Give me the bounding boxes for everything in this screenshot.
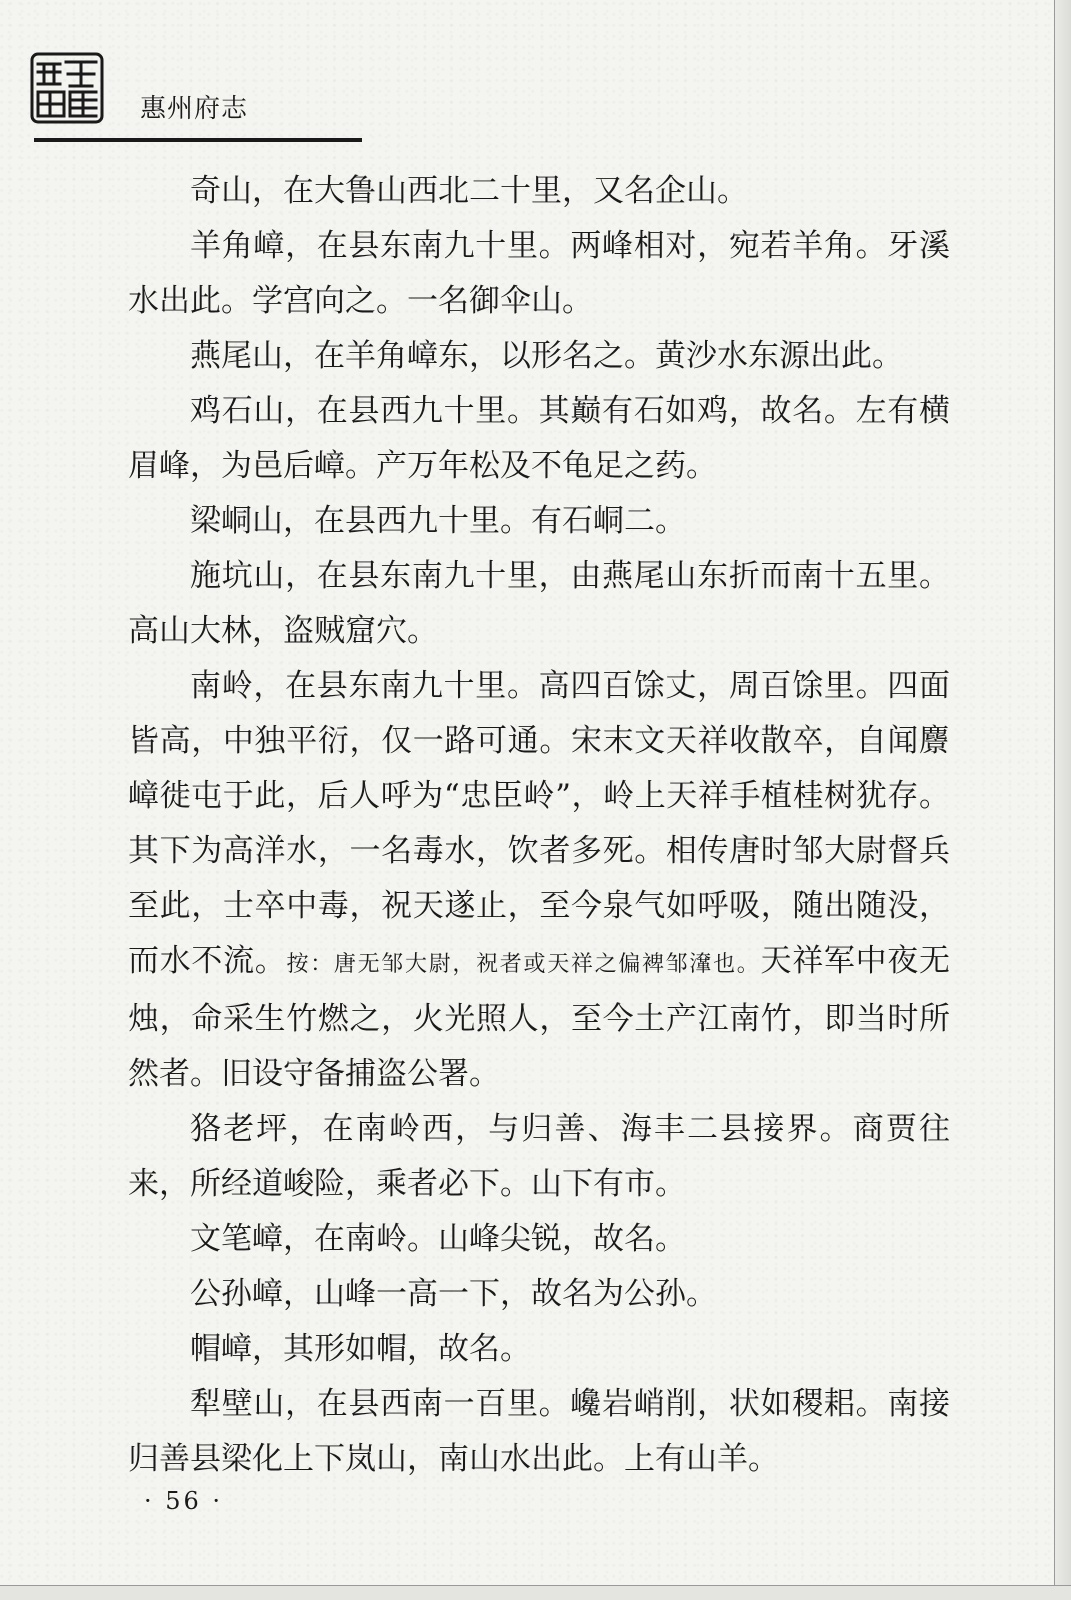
page-edge-bottom xyxy=(0,1585,1071,1600)
entry-paragraph: 梁峒山，在县西九十里。有石峒二。 xyxy=(190,503,686,539)
editorial-note: 按：唐无邹大尉，祝者或天祥之偏裨邹㵮也。 xyxy=(286,952,761,977)
running-header-title: 惠州府志 xyxy=(140,94,249,124)
entry-text: 天祥军中夜无烛，命采生竹燃之，火光照人，至今土产江南竹，即当时所然者。旧设守备捕盗公署。 xyxy=(128,943,950,1092)
entry-paragraph: 鸡石山，在县西九十里。其巅有石如鸡，故名。左有横眉峰，为邑后嶂。产万年松及不龟足之药。 xyxy=(128,393,950,484)
entry-paragraph: 羊角嶂，在县东南九十里。两峰相对，宛若羊角。牙溪水出此。学宫向之。一名御伞山。 xyxy=(128,228,950,319)
entry-paragraph: 狢老坪，在南岭西，与归善、海丰二县接界。商贾往来，所经道峻险，乘者必下。山下有市。 xyxy=(128,1111,950,1202)
entry-paragraph: 帽嶂，其形如帽，故名。 xyxy=(190,1331,531,1367)
entry-paragraph: 施坑山，在县东南九十里，由燕尾山东折而南十五里。高山大林，盗贼窟穴。 xyxy=(128,558,950,649)
page-edge-right xyxy=(1054,0,1071,1600)
entry-paragraph: 奇山，在大鲁山西北二十里，又名企山。 xyxy=(190,173,748,209)
entry-paragraph: 燕尾山，在羊角嶂东，以形名之。黄沙水东源出此。 xyxy=(190,338,903,374)
entry-paragraph: 犁壁山，在县西南一百里。巉岩峭削，状如稷耜。南接归善县梁化上下岚山，南山水出此。上有山羊。 xyxy=(128,1386,950,1477)
entry-text: 南岭，在县东南九十里。高四百馀丈，周百馀里。四面皆高，中独平衍，仅一路可通。宋末文天祥收散卒，自闻麖嶂徙屯于此，后人呼为“忠臣岭”，岭上天祥手植桂树犹存。其下为高洋水，一名毒水，饮者多死。相传唐时邹大尉督兵至此，士卒中毒，祝天遂止，至今泉气如呼吸，随出随没，而水不流。 xyxy=(128,668,950,979)
header-rule xyxy=(34,138,362,142)
entry-paragraph: 文笔嶂，在南岭。山峰尖锐，故名。 xyxy=(190,1221,686,1257)
page-number: · 56 · xyxy=(144,1487,224,1515)
gazetteer-body-text xyxy=(128,164,950,1487)
seal-stamp-icon xyxy=(30,52,104,124)
entry-paragraph-nanling xyxy=(128,659,950,1102)
entry-paragraph: 公孙嶂，山峰一高一下，故名为公孙。 xyxy=(190,1276,717,1312)
